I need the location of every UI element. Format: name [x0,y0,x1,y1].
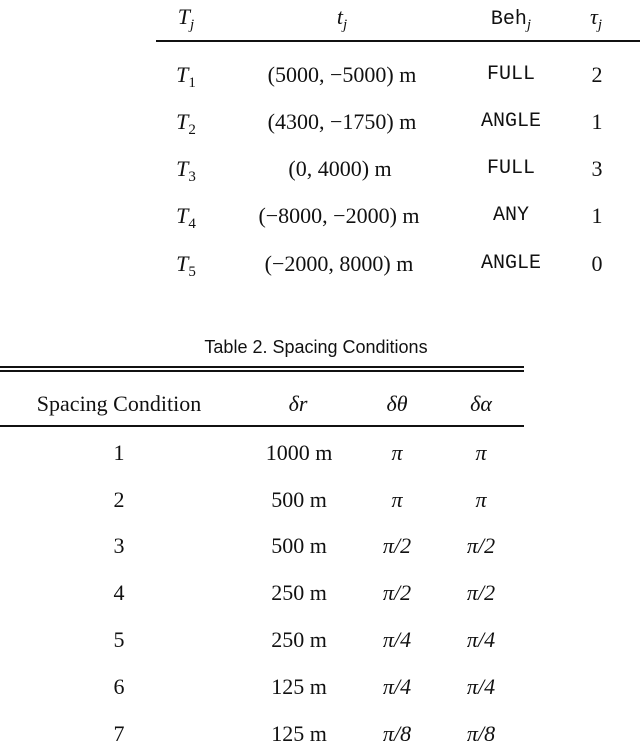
target-cell: $T_3$ [176,156,196,185]
condition-cell: 1 [113,440,125,465]
top-double-rule-1 [0,366,524,368]
target-cell: $T_4$ [176,203,196,232]
dr-cell: 250 m [271,580,327,605]
dtheta-cell: π [391,487,403,512]
dalpha-cell: π/2 [466,533,496,558]
dtheta-cell: π/4 [382,627,412,652]
dr-cell: 500 m [271,533,327,558]
header-rule [156,40,640,42]
header-behavior: Beh$_j$ [490,8,532,33]
target-cell: $T_1$ [176,62,196,91]
dr-cell: 125 m [271,674,327,699]
header-position: $t_j$ [336,4,348,33]
behavior-cell: FULL [486,63,536,86]
position-cell: (−8000, −2000) m [258,203,420,228]
dalpha-cell: π [475,487,487,512]
dalpha-cell: π/8 [466,721,496,746]
header-rule [0,425,524,427]
dtheta-cell: π/4 [382,674,412,699]
dtheta-cell: π/2 [382,533,412,558]
behavior-cell: FULL [486,157,536,180]
dtheta-cell: π/8 [382,721,412,746]
dr-cell: 500 m [271,487,327,512]
dalpha-cell: π/2 [466,580,496,605]
dtheta-cell: π/2 [382,580,412,605]
dr-cell: 1000 m [265,440,333,465]
header-delta-r: δr [288,391,308,416]
dalpha-cell: π/4 [466,627,496,652]
dr-cell: 125 m [271,721,327,746]
tau-cell: 2 [591,62,603,87]
top-double-rule-2 [0,370,524,372]
dtheta-cell: π [391,440,403,465]
condition-cell: 6 [113,674,125,699]
condition-cell: 4 [113,580,125,605]
header-tau: $\tau_j$ [589,4,603,33]
tau-cell: 3 [591,156,603,181]
header-delta-alpha: δα [470,391,492,416]
header-delta-theta: δθ [386,391,408,416]
target-cell: $T_5$ [176,251,196,280]
table-caption: Table 2. Spacing Conditions [204,337,428,357]
behavior-cell: ANGLE [480,252,542,275]
dalpha-cell: π/4 [466,674,496,699]
position-cell: (4300, −1750) m [267,109,417,134]
condition-cell: 7 [113,721,125,746]
header-target: $T_j$ [177,4,195,33]
behavior-cell: ANY [492,204,530,227]
tau-cell: 1 [591,203,603,228]
position-cell: (−2000, 8000) m [264,251,414,276]
condition-cell: 3 [113,533,125,558]
header-spacing-condition: Spacing Condition [36,391,202,416]
tau-cell: 1 [591,109,603,134]
dalpha-cell: π [475,440,487,465]
position-cell: (5000, −5000) m [267,62,417,87]
condition-cell: 5 [113,627,125,652]
condition-cell: 2 [113,487,125,512]
behavior-cell: ANGLE [480,110,542,133]
dr-cell: 250 m [271,627,327,652]
target-cell: $T_2$ [176,109,196,138]
position-cell: (0, 4000) m [288,156,392,181]
tau-cell: 0 [591,251,603,276]
